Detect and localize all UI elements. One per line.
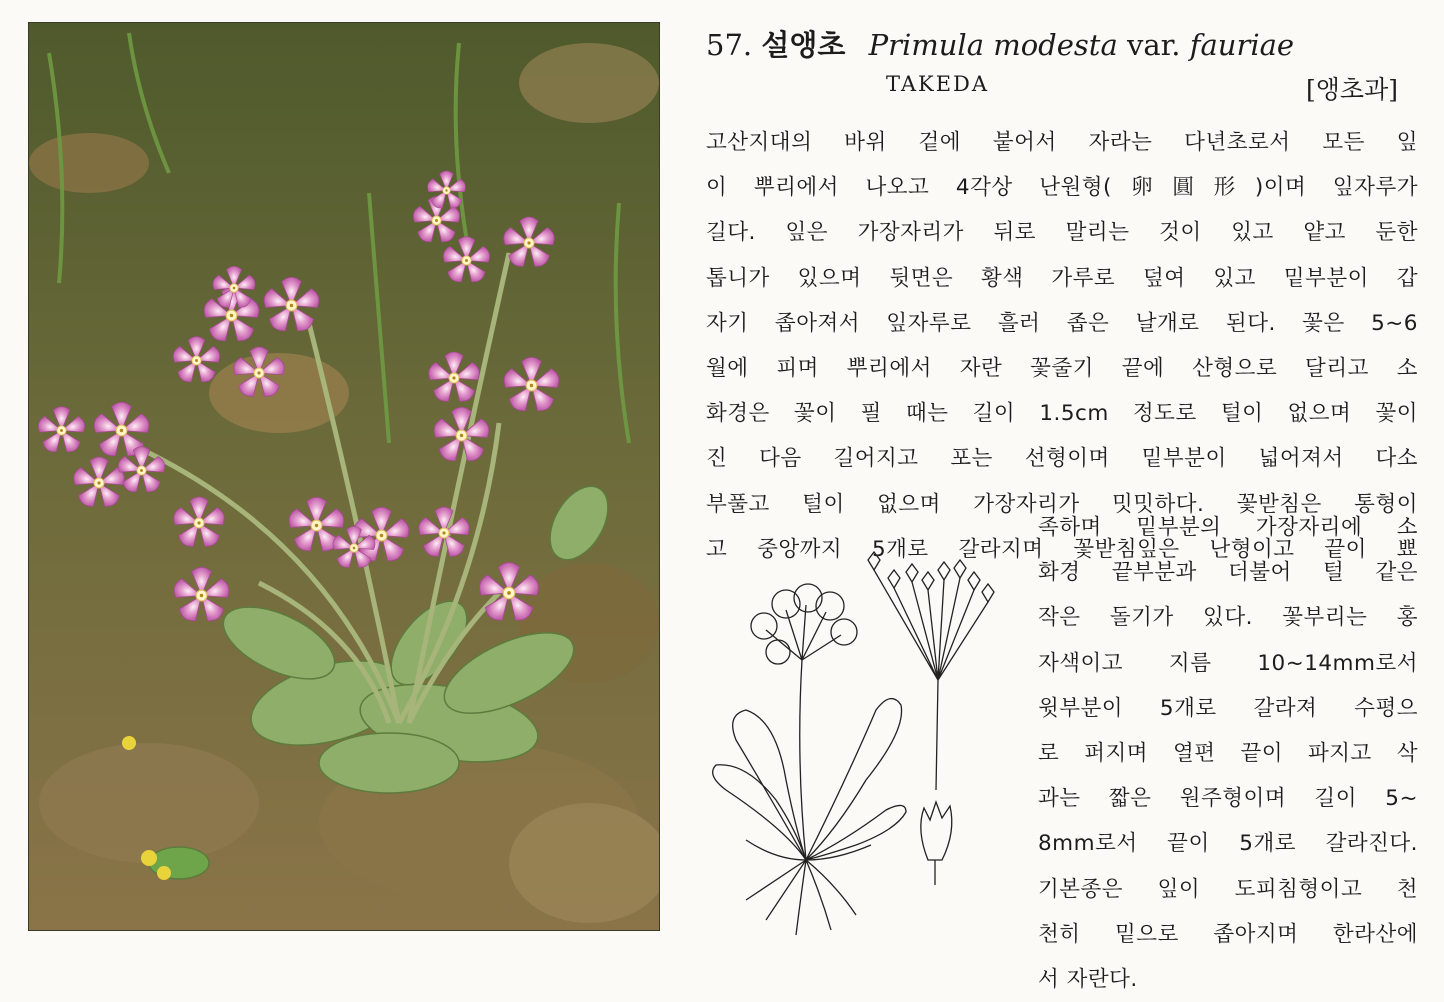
text-line: 부풀고 털이 없으며 가장자리가 밋밋하다. 꽃받침은 통형이 bbox=[706, 491, 1418, 517]
text-line: 족하며 밑부분의 가장자리에 소 bbox=[1038, 515, 1418, 540]
plant-photo bbox=[28, 22, 660, 931]
var-label: var. bbox=[1126, 28, 1181, 62]
text-line: 윗부분이 5개로 갈라져 수평으 bbox=[1038, 695, 1418, 721]
fruit-umbel-drawing bbox=[868, 552, 994, 790]
text-line: 작은 돌기가 있다. 꽃부리는 홍 bbox=[1038, 605, 1418, 631]
variety-name: fauriae bbox=[1189, 28, 1295, 62]
title-line bbox=[706, 26, 1396, 64]
text-line: 진 다음 길어지고 포는 선형이며 밑부분이 넓어져서 다소 bbox=[706, 446, 1418, 472]
text-line: 이 뿌리에서 나오고 4각상 난원형(卵圓形)이며 잎자루가 bbox=[706, 175, 1418, 201]
text-line: 고 중앙까지 5개로 갈라지며 꽃받침잎은 난형이고 끝이 뾰 bbox=[706, 536, 1418, 562]
author-name: TAKEDA bbox=[886, 72, 990, 96]
calyx-drawing bbox=[921, 802, 952, 885]
text-line: 로 퍼지며 열편 끝이 파지고 삭 bbox=[1038, 740, 1418, 766]
text-line: 자색이고 지름 10~14mm로서 bbox=[1038, 650, 1418, 676]
text-line: 톱니가 있으며 뒷면은 황색 가루로 덮여 있고 밑부분이 갑 bbox=[706, 265, 1418, 291]
text-line: 서 자란다. bbox=[1038, 966, 1138, 992]
text-line: 8mm로서 끝이 5개로 갈라진다. bbox=[1038, 831, 1418, 857]
text-line: 자기 좁아져서 잎자루로 흘러 좁은 날개로 된다. 꽃은 5~6 bbox=[706, 310, 1418, 336]
primula-photo-drawing bbox=[29, 23, 659, 930]
scientific-name: Primula modesta bbox=[868, 28, 1118, 62]
description-text-continued bbox=[1038, 505, 1418, 1002]
entry-header bbox=[706, 26, 1396, 64]
text-line: 천히 밑으로 좁아지며 한라산에 bbox=[1038, 921, 1418, 947]
whole-plant-drawing bbox=[713, 584, 906, 935]
text-line: 과는 짧은 원주형이며 길이 5~ bbox=[1038, 786, 1418, 812]
botanical-illustration bbox=[706, 540, 1006, 940]
text-line: 월에 피며 뿌리에서 자란 꽃줄기 끝에 산형으로 달리고 소 bbox=[706, 355, 1418, 381]
text-line: 고산지대의 바위 겉에 붙어서 자라는 다년초로서 모든 잎 bbox=[706, 130, 1418, 155]
korean-name: 설앵초 bbox=[761, 28, 846, 62]
text-line: 길다. 잎은 가장자리가 뒤로 말리는 것이 있고 얕고 둔한 bbox=[706, 220, 1418, 246]
entry-number: 57. bbox=[706, 28, 753, 62]
family-name: [앵초과] bbox=[1306, 75, 1398, 104]
text-line: 화경은 꽃이 필 때는 길이 1.5cm 정도로 털이 없으며 꽃이 bbox=[706, 401, 1418, 427]
text-line: 기본종은 잎이 도피침형이고 천 bbox=[1038, 876, 1418, 902]
text-line: 화경 끝부분과 더불어 털 같은 bbox=[1038, 560, 1418, 586]
illustration-drawing bbox=[706, 540, 1006, 940]
